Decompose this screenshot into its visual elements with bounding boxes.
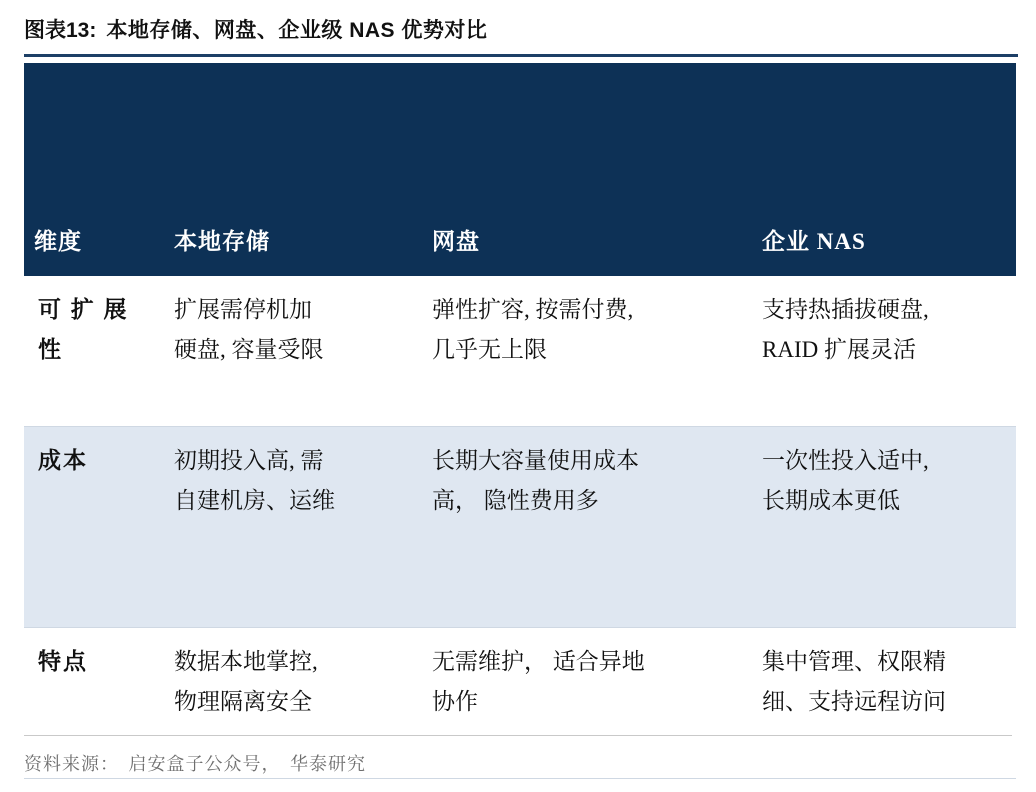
cell-features-nas: 集中管理、权限精 细、支持远程访问: [752, 628, 1016, 779]
page-title: 本地存储、网盘、企业级 NAS 优势对比: [106, 19, 488, 42]
source-publisher: 华泰研究: [290, 754, 366, 774]
table-header-band: [24, 63, 1016, 223]
cell-features-local: 数据本地掌控, 物理隔离安全: [164, 628, 422, 779]
cell-cost-cloud: 长期大容量使用成本 高， 隐性费用多: [422, 427, 752, 628]
table-header-row: [24, 223, 1016, 276]
figure-number: 图表13:: [24, 19, 97, 42]
cell-scalability-nas: 支持热插拔硬盘, RAID 扩展灵活: [752, 276, 1016, 427]
source-prefix: 资料来源：: [24, 754, 119, 774]
column-header-local-storage: 本地存储: [164, 223, 422, 276]
cell-cost-nas: 一次性投入适中, 长期成本更低: [752, 427, 1016, 628]
header-spacer: [24, 63, 1016, 223]
title-divider: [24, 54, 1018, 57]
figure-title: [16, 0, 1020, 54]
row-label-scalability: 可 扩 展性: [24, 276, 164, 427]
cell-scalability-cloud: 弹性扩容, 按需付费, 几乎无上限: [422, 276, 752, 427]
source-origin: 启安盒子公众号，: [128, 754, 281, 774]
table-row: [24, 427, 1016, 628]
column-header-dimension: 维度: [24, 223, 164, 276]
cell-cost-local: 初期投入高, 需 自建机房、运维: [164, 427, 422, 628]
column-header-cloud-disk: 网盘: [422, 223, 752, 276]
cell-features-cloud: 无需维护， 适合异地 协作: [422, 628, 752, 779]
table-row: [24, 276, 1016, 427]
source-note: [24, 735, 1012, 776]
column-header-enterprise-nas: 企业 NAS: [752, 223, 1016, 276]
comparison-table: [24, 63, 1016, 779]
row-label-cost: 成本: [24, 427, 164, 628]
cell-scalability-local: 扩展需停机加 硬盘, 容量受限: [164, 276, 422, 427]
row-label-features: 特点: [24, 628, 164, 779]
